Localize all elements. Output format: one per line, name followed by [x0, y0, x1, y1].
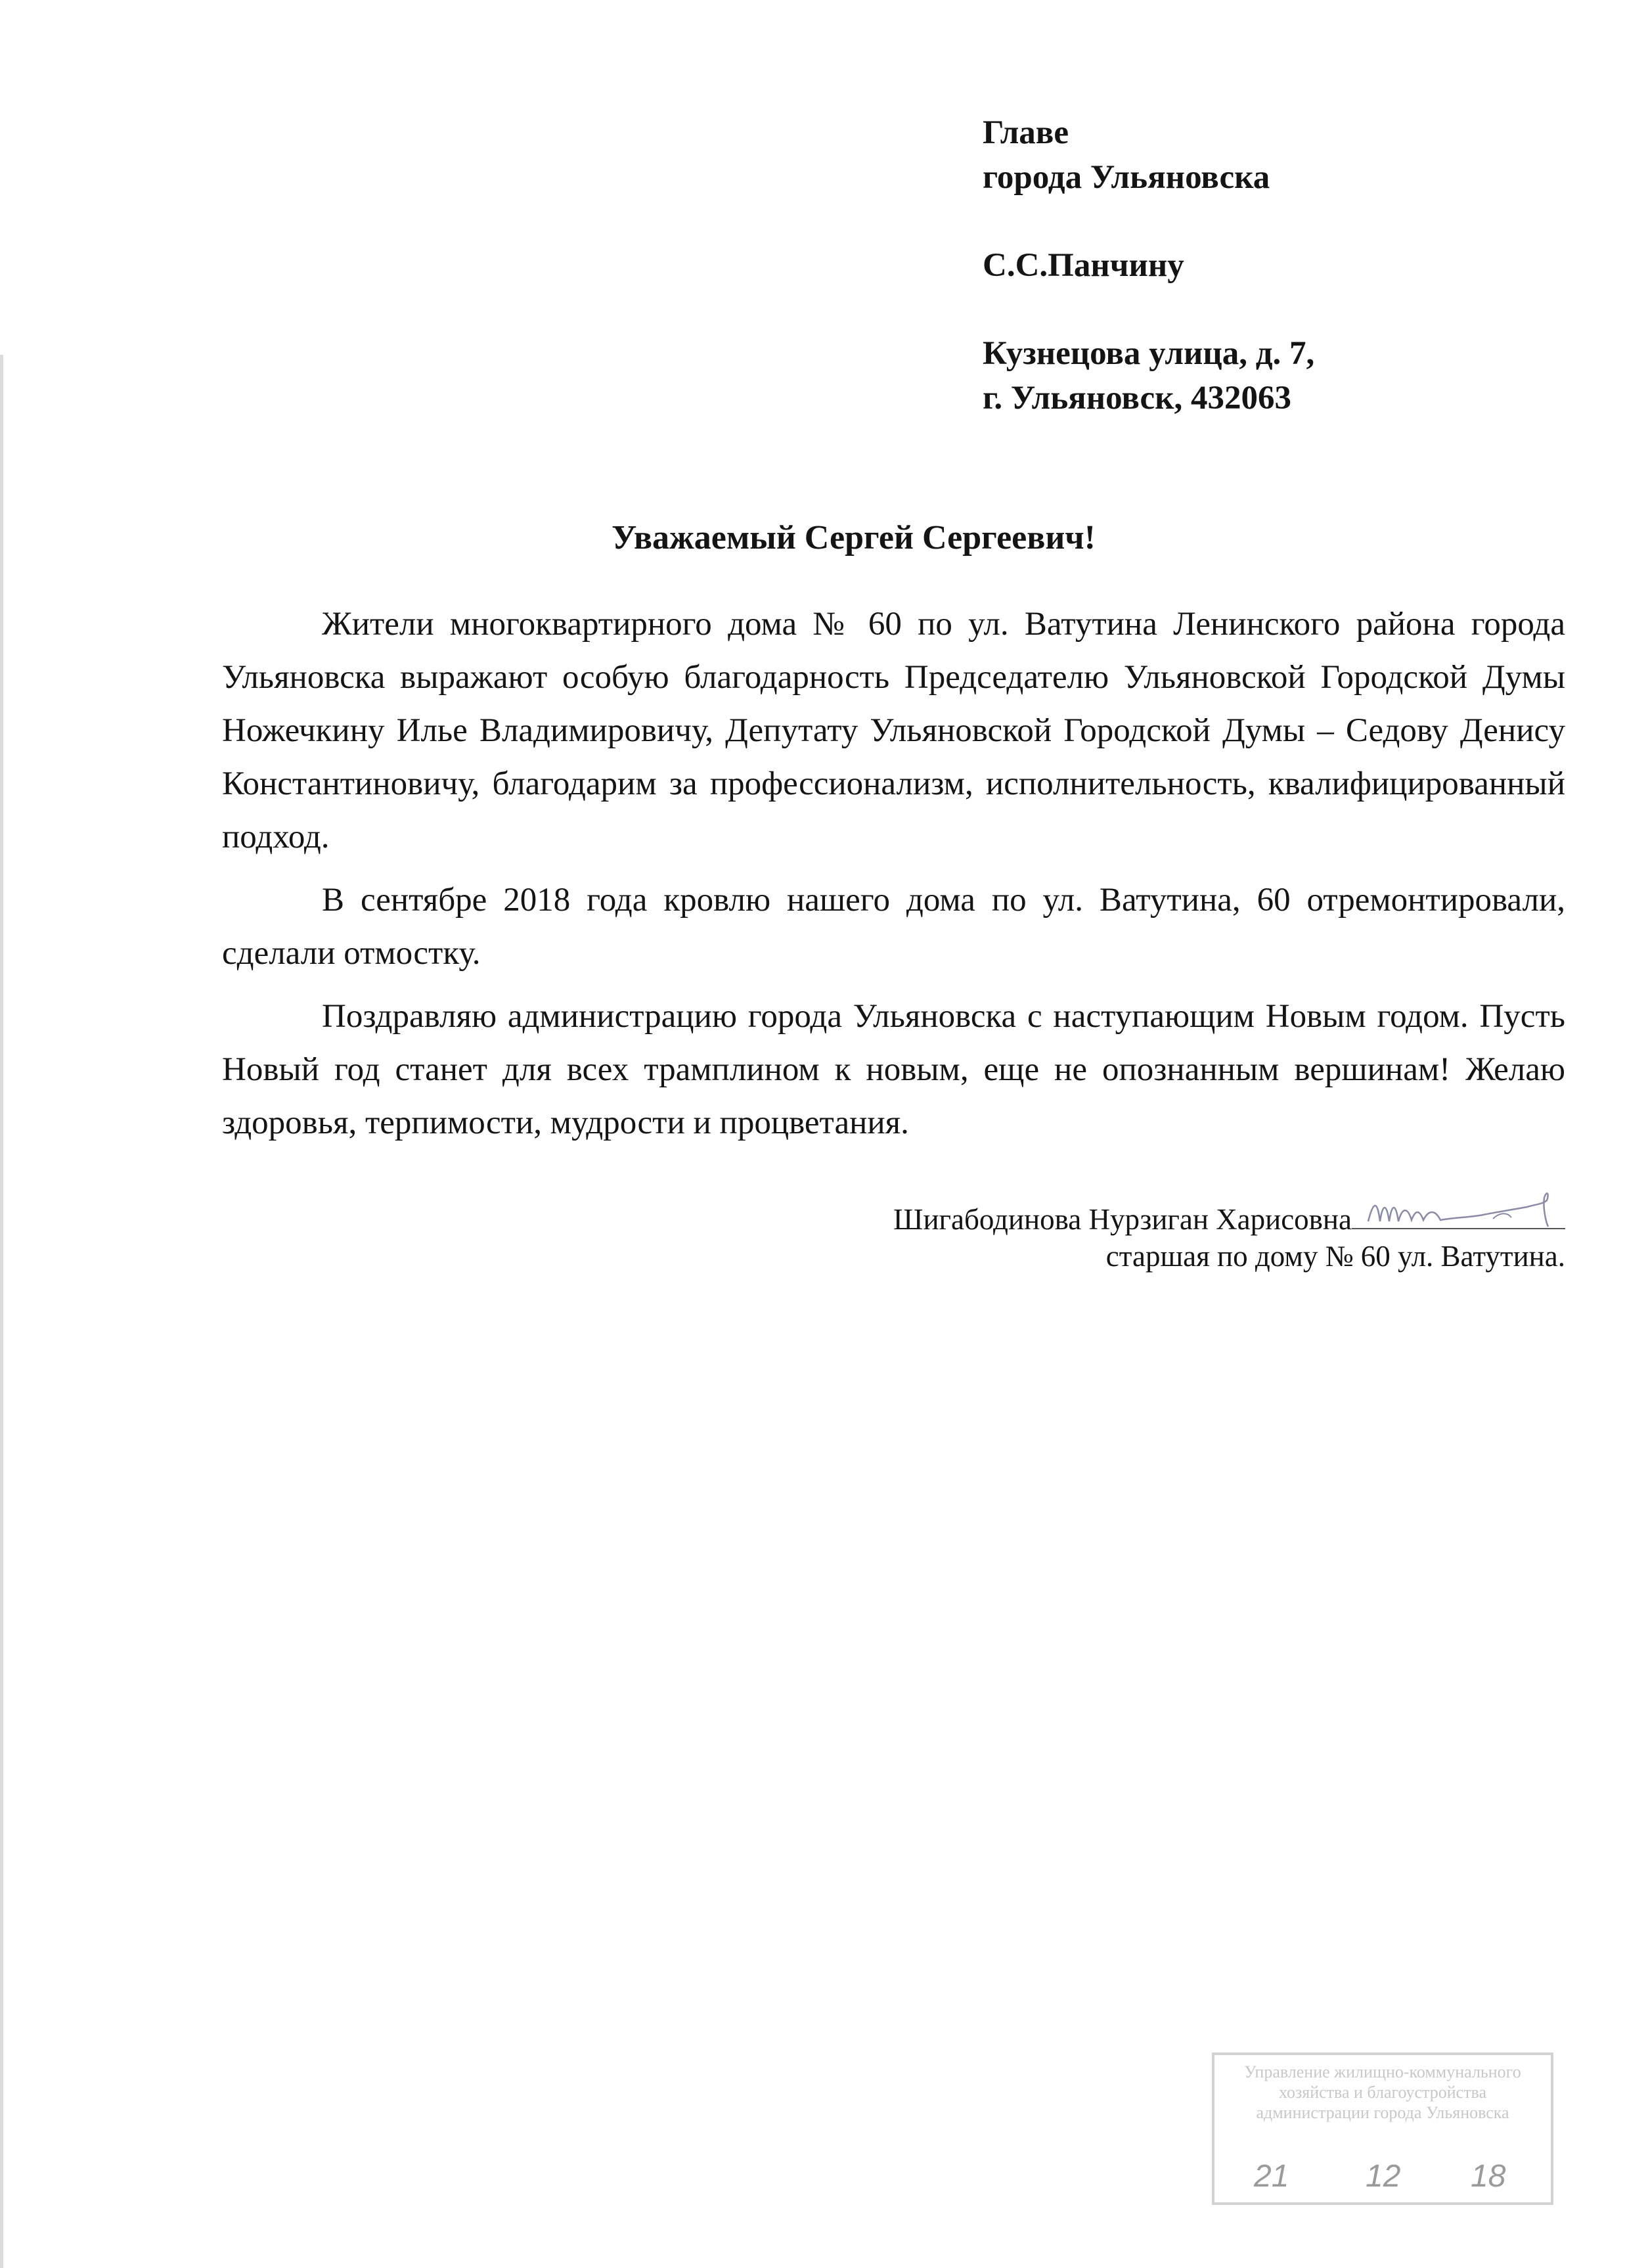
paragraph-greetings: Поздравляю администрацию города Ульяновска с наступающим Новым годом. Пусть Новый год станет для всех трамплином к новым, еще не опознанным вершинам! Желаю здоровья, терпимости, мудрости и процветания.	[222, 998, 1565, 1141]
stamp-date-day: 21	[1254, 2159, 1289, 2194]
paragraph-gratitude: Жители многоквартирного дома № 60 по ул. Ватутина Ленинского района города Ульяновска выражают особую благодарность Председателю Ульяновской Городской Думы Ножечкину Илье Владимировичу, Депутату Ульяновской Городской Думы – Седову Денису Константиновичу, благодарим за профессионализм, исполнительность, квалифицированный подход.	[222, 606, 1565, 855]
signature-underline	[1352, 1228, 1565, 1229]
addressee-city-line: города Ульяновска	[983, 159, 1270, 196]
handwritten-signature	[1355, 1181, 1565, 1246]
signatory-name: Шигабодинова Нурзиган Харисовна	[893, 1203, 1352, 1236]
registration-stamp	[1212, 2053, 1553, 2205]
salutation: Уважаемый Сергей Сергеевич!	[612, 519, 1096, 556]
stamp-date	[1241, 2154, 1530, 2200]
stamp-date-month: 12	[1366, 2159, 1401, 2194]
addressee-city-postcode: г. Ульяновск, 432063	[983, 380, 1292, 417]
signature-block	[711, 1201, 1565, 1275]
addressee-block	[983, 110, 1521, 420]
paragraph-repairs: В сентябре 2018 года кровлю нашего дома по ул. Ватутина, 60 отремонтировали, сделали отмостку.	[222, 882, 1565, 972]
signature-line	[711, 1201, 1565, 1238]
stamp-organization-text: Управление жилищно-коммунального хозяйства и благоустройства администрации города Ульяновска	[1244, 2062, 1521, 2122]
addressee-name: С.С.Панчину	[983, 247, 1184, 284]
letter-body	[222, 598, 1565, 1160]
signatory-role: старшая по дому № 60 ул. Ватутина.	[1105, 1240, 1565, 1273]
addressee-street: Кузнецова улица, д. 7,	[983, 335, 1315, 372]
scan-edge	[0, 355, 3, 2268]
addressee-title-line: Главе	[983, 114, 1069, 151]
stamp-date-year: 18	[1471, 2159, 1506, 2194]
